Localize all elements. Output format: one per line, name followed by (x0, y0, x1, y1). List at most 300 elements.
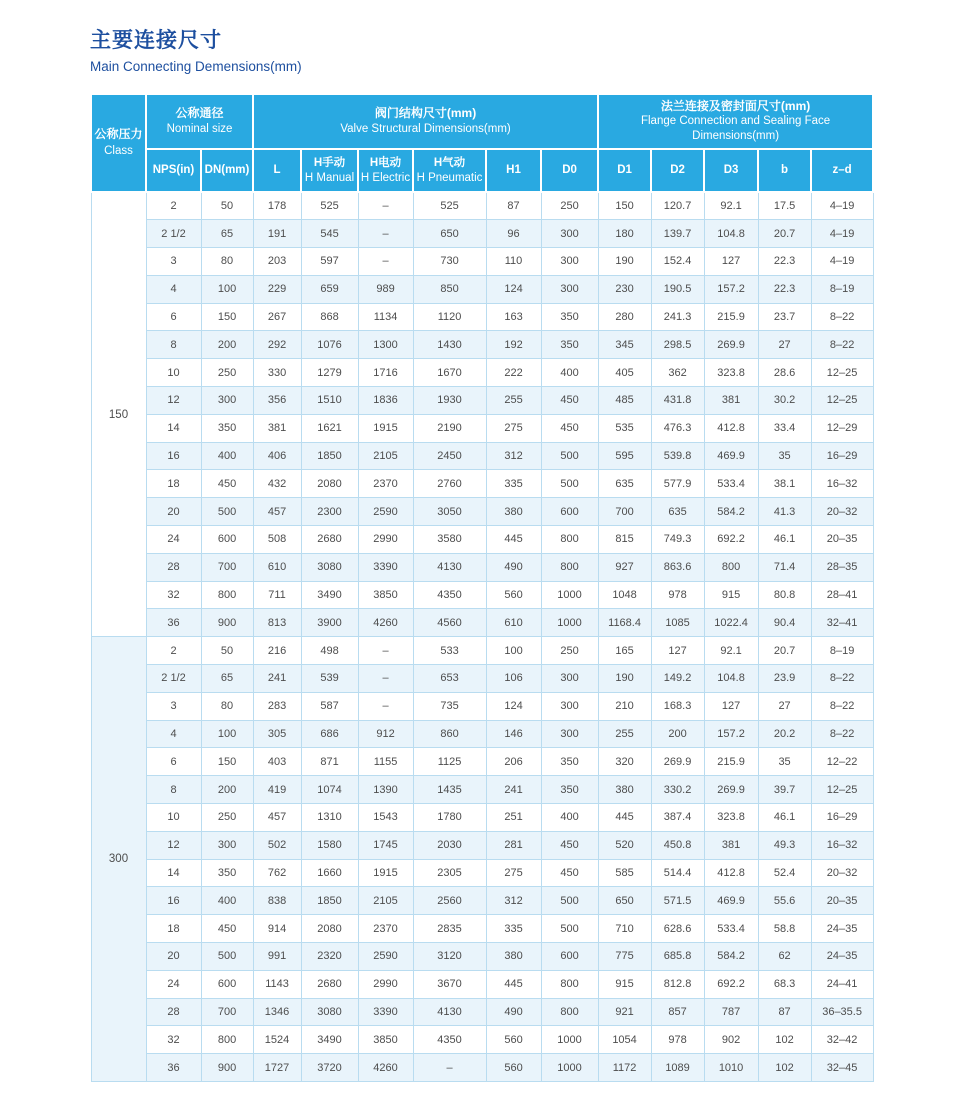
table-cell: 10 (146, 359, 201, 387)
table-cell: 269.9 (651, 748, 704, 776)
table-cell: 80.8 (758, 581, 811, 609)
table-cell: 165 (598, 637, 651, 665)
table-cell: 20–35 (811, 526, 873, 554)
table-cell: 1022.4 (704, 609, 758, 637)
table-cell: 490 (486, 998, 541, 1026)
table-cell: 157.2 (704, 275, 758, 303)
table-cell: 20–32 (811, 859, 873, 887)
header-col-d2: D2 (651, 149, 704, 192)
table-cell: 405 (598, 359, 651, 387)
table-cell: 20 (146, 943, 201, 971)
table-cell: 124 (486, 275, 541, 303)
table-cell: 692.2 (704, 970, 758, 998)
table-cell: 1074 (301, 776, 358, 804)
table-cell: 267 (253, 303, 301, 331)
table-cell: 978 (651, 1026, 704, 1054)
table-cell: 403 (253, 748, 301, 776)
table-cell: 23.9 (758, 665, 811, 693)
table-cell: 381 (704, 387, 758, 415)
header-class-zh: 公称压力 (94, 126, 143, 141)
table-cell: 33.4 (758, 414, 811, 442)
table-cell: 915 (598, 970, 651, 998)
table-cell: 600 (201, 970, 253, 998)
table-cell: 2 1/2 (146, 665, 201, 693)
table-cell: – (358, 220, 413, 248)
table-cell: 2080 (301, 915, 358, 943)
table-cell: 28–41 (811, 581, 873, 609)
table-cell: 12–29 (811, 414, 873, 442)
table-cell: 20–32 (811, 498, 873, 526)
table-cell: 120.7 (651, 192, 704, 220)
table-cell: 106 (486, 665, 541, 693)
table-cell: 500 (201, 498, 253, 526)
table-cell: 787 (704, 998, 758, 1026)
table-cell: 4 (146, 275, 201, 303)
table-cell: 32–45 (811, 1054, 873, 1082)
table-cell: – (358, 692, 413, 720)
table-cell: 1134 (358, 303, 413, 331)
table-cell: – (358, 665, 413, 693)
table-cell: 3080 (301, 998, 358, 1026)
table-cell: 989 (358, 275, 413, 303)
table-cell: 860 (413, 720, 486, 748)
table-cell: 500 (541, 915, 598, 943)
table-cell: 4350 (413, 1026, 486, 1054)
table-cell: 3850 (358, 581, 413, 609)
table-cell: 206 (486, 748, 541, 776)
page-subtitle: Main Connecting Demensions(mm) (90, 59, 302, 74)
table-cell: 1279 (301, 359, 358, 387)
table-cell: 251 (486, 804, 541, 832)
table-cell: – (358, 192, 413, 220)
table-cell: 4 (146, 720, 201, 748)
table-cell: 863.6 (651, 553, 704, 581)
table-row (91, 331, 873, 359)
table-cell: 1168.4 (598, 609, 651, 637)
table-cell: 323.8 (704, 804, 758, 832)
table-cell: 628.6 (651, 915, 704, 943)
table-cell: 300 (541, 275, 598, 303)
table-cell: 1524 (253, 1026, 301, 1054)
table-cell: 8 (146, 331, 201, 359)
table-cell: 3900 (301, 609, 358, 637)
table-cell: 157.2 (704, 720, 758, 748)
table-cell: 3490 (301, 581, 358, 609)
table-cell: 533.4 (704, 915, 758, 943)
table-cell: 900 (201, 609, 253, 637)
table-cell: 500 (541, 470, 598, 498)
table-cell: 650 (598, 887, 651, 915)
table-cell: 16–29 (811, 804, 873, 832)
table-cell: 350 (541, 303, 598, 331)
table-cell: 24 (146, 526, 201, 554)
table-cell: 800 (201, 1026, 253, 1054)
table-cell: 65 (201, 220, 253, 248)
table-cell: 502 (253, 831, 301, 859)
table-cell: 14 (146, 414, 201, 442)
table-cell: 500 (541, 442, 598, 470)
header-col-z-d: z–d (811, 149, 873, 192)
table-cell: 312 (486, 442, 541, 470)
table-cell: 635 (651, 498, 704, 526)
table-cell: 80 (201, 692, 253, 720)
table-cell: 110 (486, 248, 541, 276)
table-cell: 1435 (413, 776, 486, 804)
table-cell: 560 (486, 1054, 541, 1082)
table-cell: 2030 (413, 831, 486, 859)
table-cell: 650 (413, 220, 486, 248)
table-cell: 62 (758, 943, 811, 971)
table-cell: 350 (541, 331, 598, 359)
table-cell: 812.8 (651, 970, 704, 998)
table-cell: 610 (253, 553, 301, 581)
table-cell: 3390 (358, 998, 413, 1026)
table-cell: 300 (541, 720, 598, 748)
table-cell: 525 (413, 192, 486, 220)
table-cell: 150 (201, 748, 253, 776)
table-cell: 514.4 (651, 859, 704, 887)
table-row (91, 692, 873, 720)
table-cell: 36 (146, 1054, 201, 1082)
table-cell: 1346 (253, 998, 301, 1026)
table-cell: 275 (486, 414, 541, 442)
header-group-flange-connection: 法兰连接及密封面尺寸(mm) Flange Connection and Sealing Face Dimensions(mm) (598, 94, 873, 149)
table-cell: 1155 (358, 748, 413, 776)
table-cell: 2370 (358, 915, 413, 943)
table-row (91, 665, 873, 693)
table-cell: 350 (541, 776, 598, 804)
table-cell: 587 (301, 692, 358, 720)
table-cell: 300 (541, 248, 598, 276)
table-cell: 14 (146, 859, 201, 887)
table-cell: 222 (486, 359, 541, 387)
table-cell: 445 (598, 804, 651, 832)
table-cell: 380 (486, 498, 541, 526)
table-cell: 450 (541, 831, 598, 859)
table-cell: 2680 (301, 526, 358, 554)
table-cell: 450 (541, 414, 598, 442)
table-row (91, 442, 873, 470)
table-cell: 241 (486, 776, 541, 804)
table-cell: 1000 (541, 1054, 598, 1082)
header-class (91, 94, 146, 192)
table-row (91, 998, 873, 1026)
header-col-d0: D0 (541, 149, 598, 192)
table-cell: 469.9 (704, 442, 758, 470)
table-cell: 815 (598, 526, 651, 554)
table-row (91, 303, 873, 331)
table-cell: 991 (253, 943, 301, 971)
table-cell: 381 (704, 831, 758, 859)
table-cell: 90.4 (758, 609, 811, 637)
table-cell: 330.2 (651, 776, 704, 804)
table-cell: 3720 (301, 1054, 358, 1082)
table-cell: 749.3 (651, 526, 704, 554)
table-cell: 685.8 (651, 943, 704, 971)
table-cell: 255 (598, 720, 651, 748)
table-cell: 3390 (358, 553, 413, 581)
table-cell: 2680 (301, 970, 358, 998)
table-row (91, 970, 873, 998)
table-cell: 400 (541, 804, 598, 832)
table-cell: 65 (201, 665, 253, 693)
table-cell: 100 (201, 275, 253, 303)
table-cell: 200 (201, 776, 253, 804)
table-cell: 38.1 (758, 470, 811, 498)
table-cell: 560 (486, 1026, 541, 1054)
table-cell: 255 (486, 387, 541, 415)
table-cell: 229 (253, 275, 301, 303)
table-cell: 323.8 (704, 359, 758, 387)
table-cell: 3080 (301, 553, 358, 581)
table-cell: 762 (253, 859, 301, 887)
table-cell: 490 (486, 553, 541, 581)
table-cell: 216 (253, 637, 301, 665)
table-cell: 146 (486, 720, 541, 748)
table-row (91, 1054, 873, 1082)
table-cell: 800 (541, 998, 598, 1026)
table-cell: 3490 (301, 1026, 358, 1054)
table-cell: 4560 (413, 609, 486, 637)
table-cell: 595 (598, 442, 651, 470)
table-cell: 912 (358, 720, 413, 748)
table-cell: 1510 (301, 387, 358, 415)
table-cell: 1390 (358, 776, 413, 804)
table-row (91, 831, 873, 859)
table-cell: 381 (253, 414, 301, 442)
table-cell: 32–41 (811, 609, 873, 637)
table-cell: 8–22 (811, 665, 873, 693)
table-cell: 12 (146, 831, 201, 859)
table-cell: 12–25 (811, 387, 873, 415)
table-cell: 2 1/2 (146, 220, 201, 248)
table-cell: 215.9 (704, 303, 758, 331)
table-cell: 200 (201, 331, 253, 359)
table-cell: 485 (598, 387, 651, 415)
table-cell: 28 (146, 998, 201, 1026)
table-cell: 2590 (358, 498, 413, 526)
table-cell: 2320 (301, 943, 358, 971)
table-cell: 400 (201, 887, 253, 915)
table-cell: – (358, 248, 413, 276)
table-cell: 24 (146, 970, 201, 998)
table-cell: 2370 (358, 470, 413, 498)
table-cell: 2560 (413, 887, 486, 915)
table-cell: 12–22 (811, 748, 873, 776)
table-cell: 1089 (651, 1054, 704, 1082)
table-cell: 584.2 (704, 943, 758, 971)
table-cell: 850 (413, 275, 486, 303)
table-cell: 445 (486, 970, 541, 998)
table-cell: 1660 (301, 859, 358, 887)
table-row (91, 637, 873, 665)
table-cell: 300 (541, 220, 598, 248)
table-row (91, 498, 873, 526)
table-cell: 1621 (301, 414, 358, 442)
table-cell: 1915 (358, 859, 413, 887)
table-cell: 100 (201, 720, 253, 748)
table-cell: 450 (201, 915, 253, 943)
table-cell: 28–35 (811, 553, 873, 581)
table-cell: 49.3 (758, 831, 811, 859)
table-cell: 412.8 (704, 414, 758, 442)
table-cell: 20 (146, 498, 201, 526)
class-cell: 150 (91, 192, 146, 637)
header-col-dn: DN(mm) (201, 149, 253, 192)
table-cell: 8–22 (811, 692, 873, 720)
table-cell: 1143 (253, 970, 301, 998)
table-cell: 12 (146, 387, 201, 415)
table-cell: 68.3 (758, 970, 811, 998)
table-cell: 250 (201, 359, 253, 387)
table-cell: 813 (253, 609, 301, 637)
table-cell: 1054 (598, 1026, 651, 1054)
table-cell: 41.3 (758, 498, 811, 526)
table-cell: 500 (541, 887, 598, 915)
table-cell: 320 (598, 748, 651, 776)
table-cell: 1670 (413, 359, 486, 387)
table-cell: 28.6 (758, 359, 811, 387)
table-cell: 730 (413, 248, 486, 276)
page-title: 主要连接尺寸 (90, 29, 222, 52)
table-cell: 1930 (413, 387, 486, 415)
table-cell: 27 (758, 331, 811, 359)
table-cell: 710 (598, 915, 651, 943)
table-cell: 3 (146, 692, 201, 720)
table-cell: 180 (598, 220, 651, 248)
table-cell: 686 (301, 720, 358, 748)
table-cell: 87 (486, 192, 541, 220)
table-cell: 203 (253, 248, 301, 276)
table-cell: 700 (201, 998, 253, 1026)
table-cell: 2105 (358, 887, 413, 915)
table-cell: 24–35 (811, 943, 873, 971)
table-cell: 539 (301, 665, 358, 693)
table-cell: 1727 (253, 1054, 301, 1082)
table-cell: 50 (201, 192, 253, 220)
table-cell: 300 (201, 387, 253, 415)
table-cell: 4130 (413, 553, 486, 581)
table-cell: 280 (598, 303, 651, 331)
table-cell: 300 (541, 692, 598, 720)
table-cell: 457 (253, 498, 301, 526)
table-cell: 800 (201, 581, 253, 609)
table-cell: 3670 (413, 970, 486, 998)
table-cell: 8–19 (811, 275, 873, 303)
table-cell: 1850 (301, 887, 358, 915)
table-cell: 210 (598, 692, 651, 720)
table-cell: 27 (758, 692, 811, 720)
table-cell: 102 (758, 1054, 811, 1082)
table-cell: 58.8 (758, 915, 811, 943)
table-cell: 3580 (413, 526, 486, 554)
table-cell: 871 (301, 748, 358, 776)
table-cell: 163 (486, 303, 541, 331)
table-cell: 292 (253, 331, 301, 359)
table-cell: 915 (704, 581, 758, 609)
table-cell: 230 (598, 275, 651, 303)
table-cell: 1780 (413, 804, 486, 832)
table-cell: 577.9 (651, 470, 704, 498)
table-cell: 412.8 (704, 859, 758, 887)
table-cell: 1000 (541, 1026, 598, 1054)
table-cell: 1010 (704, 1054, 758, 1082)
table-cell: 2760 (413, 470, 486, 498)
header-col-h-electric: H电动 H Electric (358, 149, 413, 192)
table-cell: 8 (146, 776, 201, 804)
table-cell: 345 (598, 331, 651, 359)
table-row (91, 581, 873, 609)
class-cell: 300 (91, 637, 146, 1082)
table-cell: 241.3 (651, 303, 704, 331)
table-cell: 127 (651, 637, 704, 665)
table-cell: 350 (201, 414, 253, 442)
table-cell: 36–35.5 (811, 998, 873, 1026)
table-row (91, 220, 873, 248)
table-cell: 2190 (413, 414, 486, 442)
table-cell: 1915 (358, 414, 413, 442)
table-cell: 2590 (358, 943, 413, 971)
table-row (91, 414, 873, 442)
table-cell: 800 (704, 553, 758, 581)
table-cell: 2 (146, 637, 201, 665)
table-cell: 30.2 (758, 387, 811, 415)
header-sub-row (91, 149, 873, 192)
table-cell: 1085 (651, 609, 704, 637)
table-cell: 700 (201, 553, 253, 581)
table-cell: 269.9 (704, 331, 758, 359)
table-cell: 191 (253, 220, 301, 248)
table-cell: 92.1 (704, 637, 758, 665)
table-cell: 8–22 (811, 331, 873, 359)
table-cell: 10 (146, 804, 201, 832)
table-cell: 8–22 (811, 303, 873, 331)
table-cell: 20.2 (758, 720, 811, 748)
table-cell: 32 (146, 581, 201, 609)
table-cell: 152.4 (651, 248, 704, 276)
table-cell: 1048 (598, 581, 651, 609)
table-cell: 23.7 (758, 303, 811, 331)
header-col-h-manual: H手动 H Manual (301, 149, 358, 192)
table-cell: 190.5 (651, 275, 704, 303)
table-cell: 735 (413, 692, 486, 720)
table-cell: 3050 (413, 498, 486, 526)
table-cell: 535 (598, 414, 651, 442)
table-cell: 1745 (358, 831, 413, 859)
table-cell: 12–25 (811, 776, 873, 804)
table-cell: 500 (201, 943, 253, 971)
table-cell: 8–19 (811, 637, 873, 665)
table-cell: 250 (541, 192, 598, 220)
table-cell: 914 (253, 915, 301, 943)
table-cell: 1125 (413, 748, 486, 776)
table-cell: 469.9 (704, 887, 758, 915)
table-cell: 3 (146, 248, 201, 276)
table-cell: 281 (486, 831, 541, 859)
table-cell: 533.4 (704, 470, 758, 498)
header-col-d3: D3 (704, 149, 758, 192)
table-cell: 445 (486, 526, 541, 554)
table-cell: 46.1 (758, 804, 811, 832)
table-cell: 71.4 (758, 553, 811, 581)
table-cell: 921 (598, 998, 651, 1026)
table-cell: 298.5 (651, 331, 704, 359)
table-cell: 8–22 (811, 720, 873, 748)
table-cell: 102 (758, 1026, 811, 1054)
table-cell: 978 (651, 581, 704, 609)
table-cell: 1580 (301, 831, 358, 859)
table-cell: 150 (201, 303, 253, 331)
